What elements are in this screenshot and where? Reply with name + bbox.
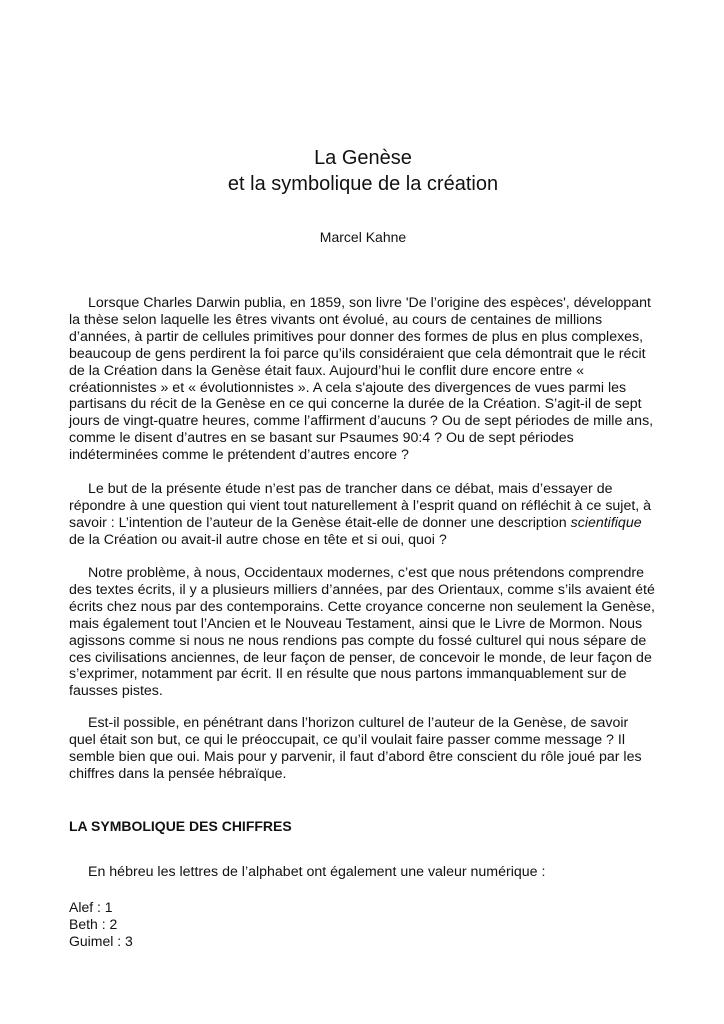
letter-value-list: [69, 899, 133, 950]
paragraph-darwin: Lorsque Charles Darwin publia, en 1859, son livre 'De l’origine des espèces', développant la thèse selon laquelle les êtres vivants ont évolué, au cours de centaines de millions d’années, à partir de cellules primitives pour donner des formes de plus en plus complexes, beaucoup de gens perdirent la foi parce qu’ils considéraient que cela démontrait que le récit de la Création dans la Genèse était faux. Aujourd’hui le conflit dure encore entre « créationnistes » et « évolutionnistes ». A cela s'ajoute des divergences de vues parmi les partisans du récit de la Genèse en ce qui concerne la durée de la Création. S’agit-il de sept jours de vingt-quatre heures, comme l’affirment d’aucuns ? Ou de sept périodes de mille ans, comme le disent d’autres en se basant sur Psaumes 90:4 ? Ou de sept périodes indéterminées comme le prétendent d’autres encore ?: [69, 295, 654, 464]
letter-value-item: Guimel : 3: [69, 933, 133, 949]
letter-value-item: Alef : 1: [69, 899, 113, 915]
paragraph-hebrew-letters: En hébreu les lettres de l’alphabet ont également une valeur numérique :: [88, 864, 546, 880]
section-heading: LA SYMBOLIQUE DES CHIFFRES: [69, 818, 292, 834]
paragraph-author-intent: Est-il possible, en pénétrant dans l’horizon culturel de l’auteur de la Genèse, de savoir quel était son but, ce qui le préoccupait, ce qu’il voulait faire passer comme message ? Il semble bien que oui. Mais pour y parvenir, il faut d’abord être conscient du rôle joué par les chiffres dans la pensée hébraïque.: [69, 715, 642, 782]
paragraph-cultural-gap: Notre problème, à nous, Occidentaux modernes, c’est que nous prétendons comprendre des textes écrits, il y a plusieurs milliers d’années, par des Orientaux, comme s’ils avaient été écrits chez nous par des contemporains. Cette croyance concerne non seulement la Genèse, mais également tout l’Ancien et le Nouveau Testament, ainsi que le Livre de Mormon. Nous agissons comme si nous ne nous rendions pas compte du fossé culturel qui nous sépare de ces civilisations anciennes, de leur façon de penser, de concevoir le monde, de leur façon de s’exprimer, notamment par écrit. Il en résulte que nous partons immanquablement sur de fausses pistes.: [69, 565, 655, 700]
document-author: Marcel Kahne: [319, 229, 407, 245]
document-title-line-2: et la symbolique de la création: [227, 173, 499, 195]
paragraph-purpose-emphasis: scientifique: [570, 514, 642, 531]
paragraph-purpose-text-end: de la Création ou avait-il autre chose en tête et si oui, quoi ?: [69, 531, 447, 548]
document-title-line-1: La Genèse: [314, 147, 412, 169]
paragraph-purpose: [69, 481, 657, 549]
letter-value-item: Beth : 2: [69, 916, 118, 932]
paragraph-purpose-text-start: Le but de la présente étude n’est pas de trancher dans ce débat, mais d’essayer de répondre à une question qui vient tout naturellement à l’esprit quand on réfléchit à ce sujet, à savoir : L’intention de l’auteur de la Genèse était-elle de donner une description: [69, 481, 652, 531]
